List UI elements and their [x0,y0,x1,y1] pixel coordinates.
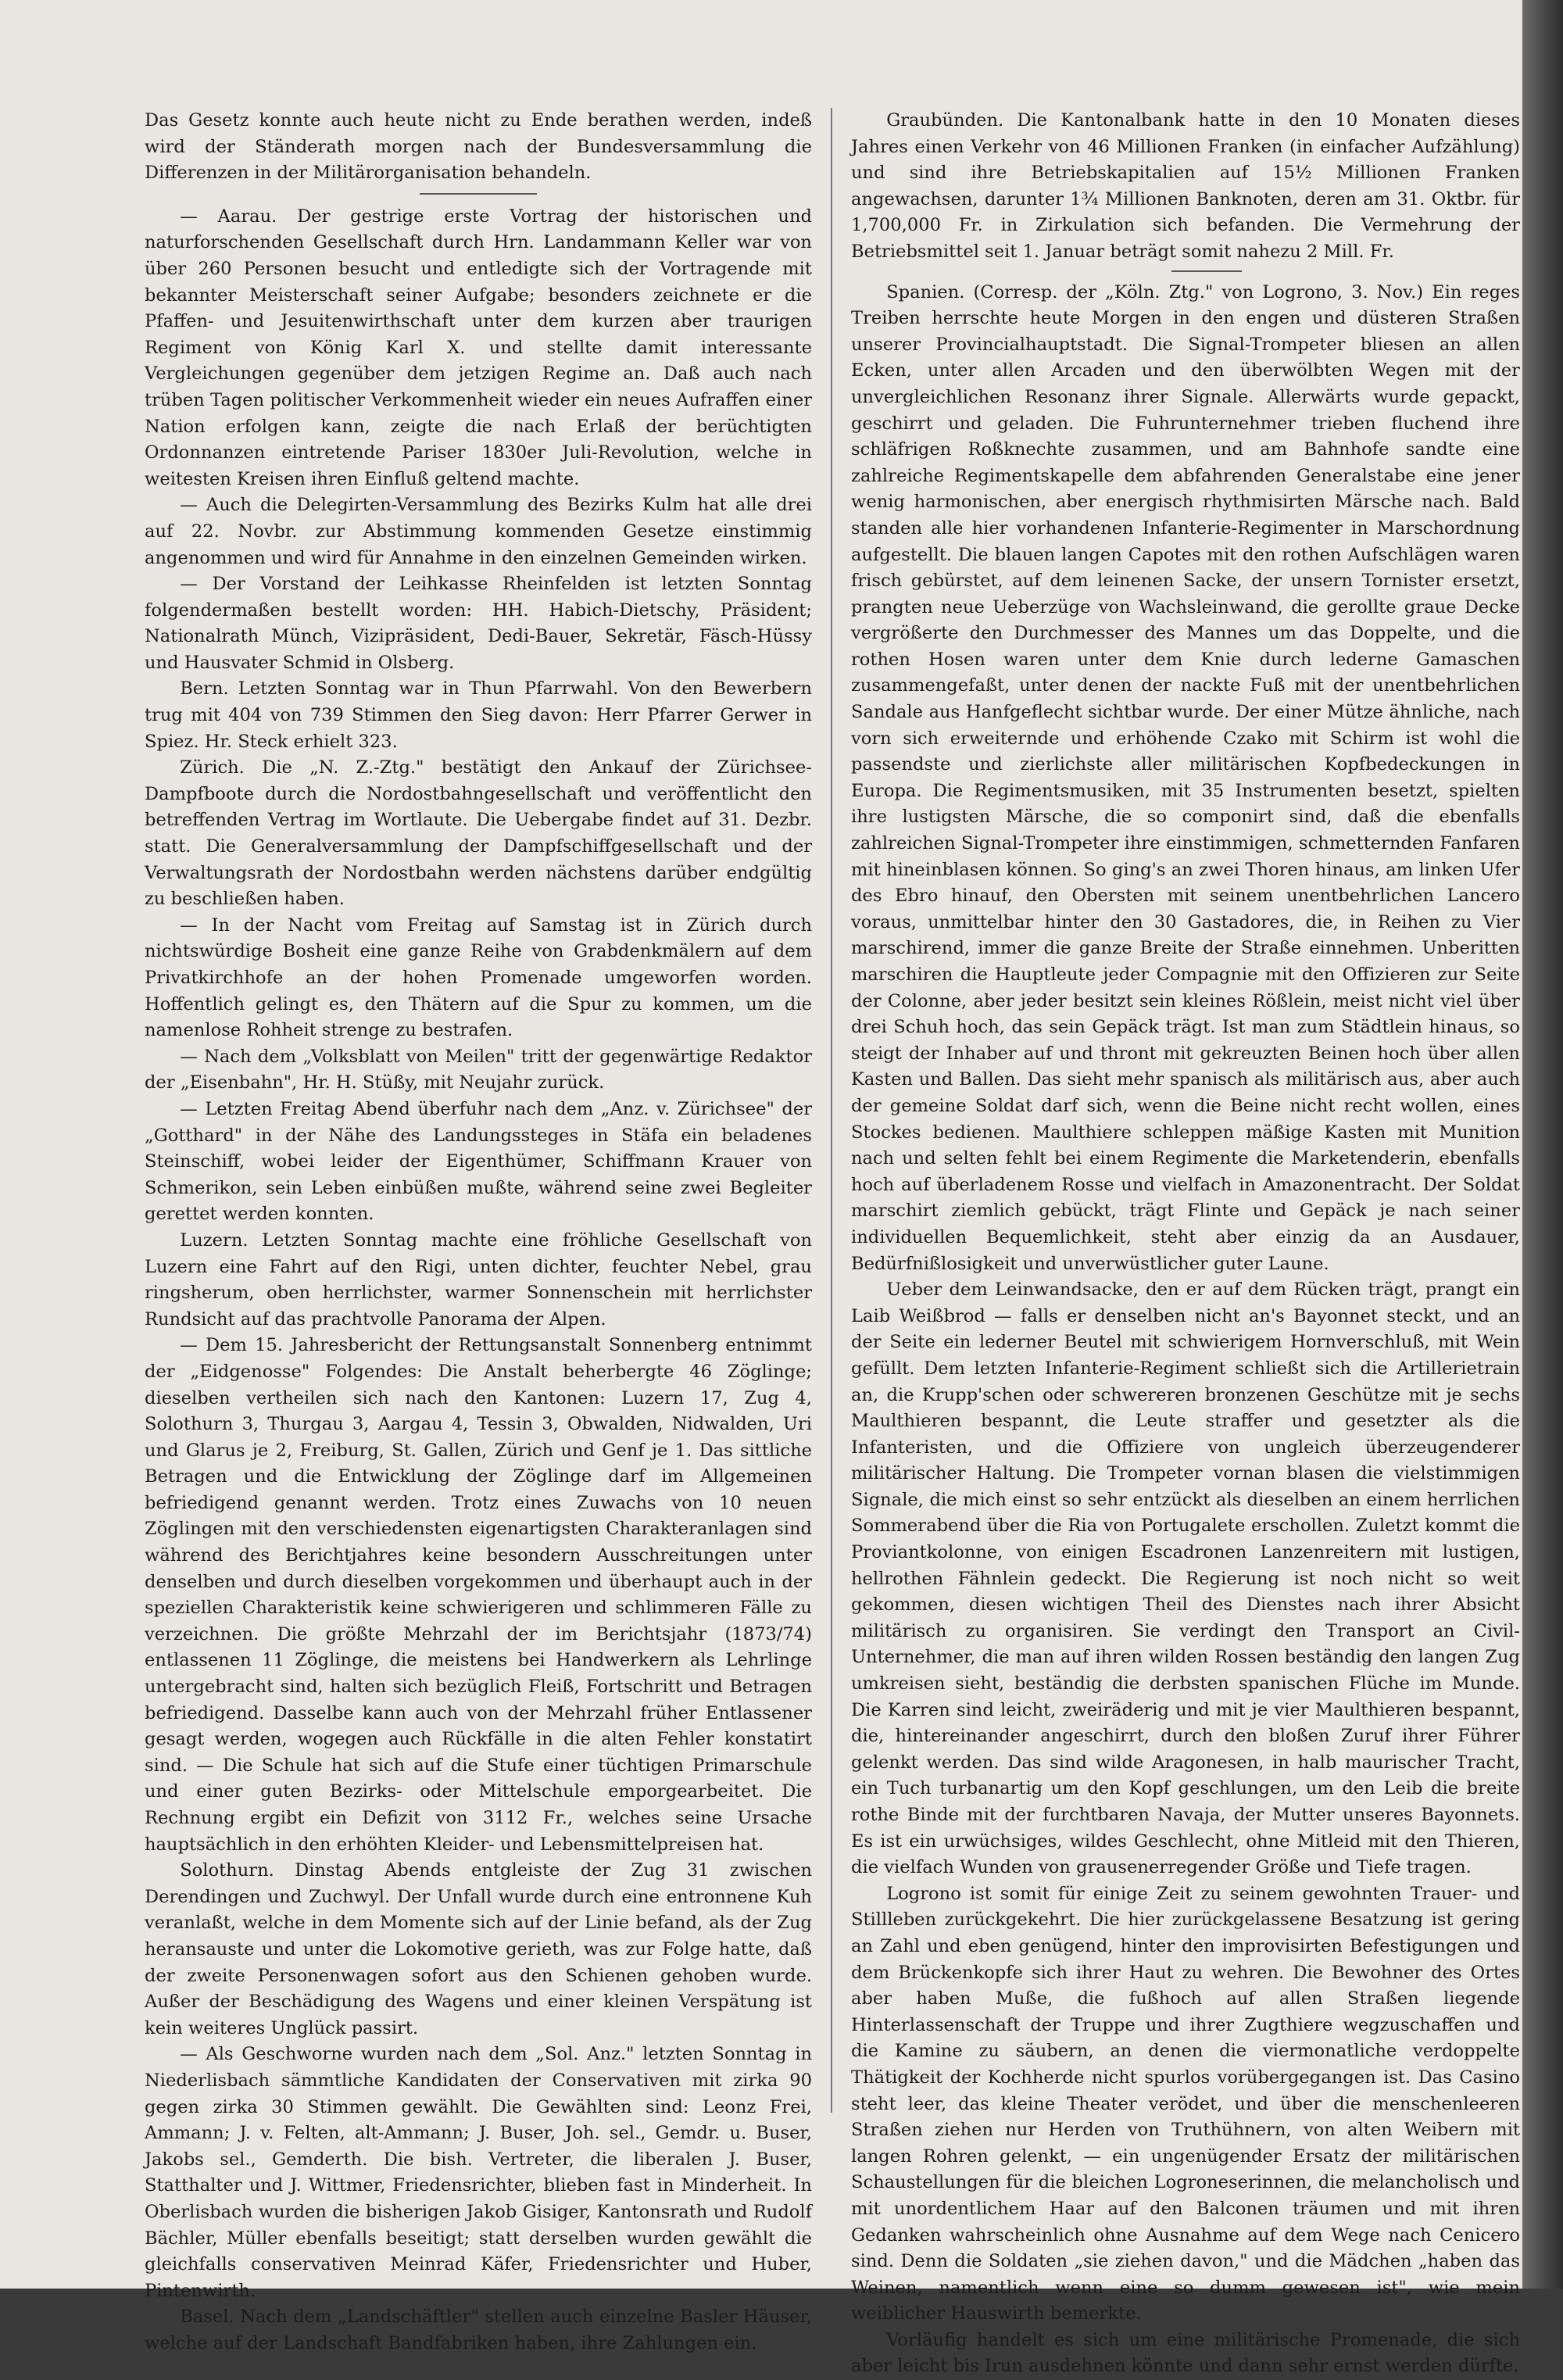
paragraph-aarau: — Aarau. Der gestrige erste Vortrag der historischen und naturforschenden Gesellschaft durch Hrn. Landammann Keller war von über 260 Personen besucht und entledigte sich der Vortragende mit bekannter Meisterschaft seiner Aufgabe; besonders zeichnete er die Pfaffen- und Jesuitenwirthschaft unter dem kurzen aber traurigen Regiment von König Karl X. und stellte damit interessante Vergleichungen gegenüber dem jetzigen Regime an. Daß auch nach trüben Tagen politischer Verkommenheit wieder ein neues Aufraffen einer Nation erfolgen kann, zeigte die nach Erlaß der berüchtigten Ordonnanzen eintretende Pariser 1830er Juli-Revolution, welche in weitesten Kreisen ihren Einfluß geltend machte. [145,206,812,489]
right-column [851,108,1520,2377]
left-column [145,108,812,2353]
paragraph-gotthard: — Letzten Freitag Abend überfuhr nach dem „Anz. v. Zürichsee" der „Gotthard" in der Nähe des Landungssteges in Stäfa ein beladenes Steinschiff, wobei leider der Eigenthümer, Schiffmann Krauer von Schmerikon, sein Leben einbüßen mußte, während seine zwei Begleiter gerettet werden konnten. [145,1098,812,1225]
paragraph-meilen: — Nach dem „Volksblatt von Meilen" tritt der gegenwärtige Redaktor der „Eisenbahn", Hr. H. Stüßy, mit Neujahr zurück. [145,1046,812,1093]
paragraph-graubuenden: Graubünden. Die Kantonalbank hatte in den 10 Monaten dieses Jahres einen Verkehr von 46 Millionen Franken (in einfacher Aufzählung) und sind ihre Betriebskapitalien auf 15½ Millionen Franken angewachsen, darunter 1¾ Millionen Banknoten, deren am 31. Oktbr. für 1,700,000 Fr. in Zirkulation sich befanden. Die Vermehrung der Betriebsmittel seit 1. Januar beträgt somit nahezu 2 Mill. Fr. [851,110,1520,262]
column-divider [831,108,832,2113]
paragraph-luzern: Luzern. Letzten Sonntag machte eine fröhliche Gesellschaft von Luzern eine Fahrt auf den Rigi, unten dichter, feuchter Nebel, grau ringsherum, oben herrlichster, warmer Sonnenschein mit herrlichster Rundsicht auf das prachtvolle Panorama der Alpen. [145,1229,812,1330]
paragraph-kulm: — Auch die Delegirten-Versammlung des Bezirks Kulm hat alle drei auf 22. Novbr. zur Abstimmung kommenden Gesetze einstimmig angenommen und wird für Annahme in den einzelnen Gemeinden wirken. [145,495,812,568]
paragraph-zuerich: Zürich. Die „N. Z.-Ztg." bestätigt den Ankauf der Zürichsee-Dampfboote durch die Nordostbahngesellschaft und veröffentlicht den betreffenden Vertrag im Wortlaute. Die Uebergabe findet auf 31. Dezbr. statt. Die Generalversammlung der Dampfschiffgesellschaft und der Verwaltungsrath der Nordostbahn werden nächstens darüber endgültig zu beschließen haben. [145,757,812,910]
paragraph-solothurn: Solothurn. Dinstag Abends entgleiste der Zug 31 zwischen Derendingen und Zuchwyl. Der Unfall wurde durch eine entronnene Kuh veranlaßt, welche in dem Momente sich auf der Linie befand, als der Zug heransauste und unter die Lokomotive gerieth, was zur Folge hatte, daß der zweite Personenwagen sofort aus den Schienen gehoben wurde. Außer der Beschädigung des Wagens und einer kleinen Verspätung ist kein weiteres Unglück passirt. [145,1860,812,2038]
section-divider [1171,270,1242,272]
paragraph-spanien-3: Logrono ist somit für einige Zeit zu seinem gewohnten Trauer- und Stillleben zurückgekehrt. Die hier zurückgelassene Besatzung ist gering an Zahl und eben genügend, hinter den improvisirten Befestigungen und dem Brückenkopfe sich ihrer Haut zu wehren. Die Bewohner des Ortes aber haben Muße, die fußhoch auf allen Straßen liegende Hinterlassenschaft der Truppe und ihrer Zugthiere wegzuschaffen und die Kamine zu säubern, an denen die viermonatliche verdoppelte Thätigkeit der Kochherde nicht spurlos vorübergegangen ist. Das Casino steht leer, das kleine Theater verödet, und über die menschenleeren Straßen ziehen nur Herden von Truthühnern, von alten Weibern mit langen Rohren gelenkt, — ein ungenügender Ersatz der militärischen Schaustellungen für die bleichen Logroneserinnen, die melancholisch und mit unordentlichem Haar auf den Balconen träumen und mit ihren Gedanken wahrscheinlich ohne Ausnahme auf dem Wege nach Cenicero sind. Denn die Soldaten „sie ziehen davon," und die Mädchen „haben das Weinen, namentlich wenn eine so dumm gewesen ist", wie mein weiblicher Hauswirth bemerkte. [851,1883,1520,2325]
paragraph-spanien-2: Ueber dem Leinwandsacke, den er auf dem Rücken trägt, prangt ein Laib Weißbrod — falls er denselben nicht an's Bayonnet steckt, und an der Seite ein lederner Beutel mit schwierigem Hornverschluß, mit Wein gefüllt. Dem letzten Infanterie-Regiment schließt sich die Artillerietrain an, die Krupp'schen oder schwereren bronzenen Geschütze mit je sechs Maulthieren bespannt, die Leute straffer und gesetzter als die Infanteristen, und die Offiziere von ungleich überzeugenderer militärischer Haltung. Die Trompeter vornan blasen die vielstimmigen Signale, die mich einst so sehr entzückt als dieselben an einem herrlichen Sommerabend über die Ria von Portugalete erschollen. Zuletzt kommt die Proviantkolonne, von einigen Escadronen Lanzenreitern mit lustigen, hellrothen Fähnlein gedeckt. Die Regierung ist noch nicht so weit gekommen, diesen wichtigen Theil des Dienstes nach ihrer Absicht militärisch zu organisiren. Sie verdingt den Transport an Civil-Unternehmer, die man auf ihren wilden Rossen beständig den langen Zug umkreisen sieht, beständig die derbsten spanischen Flüche im Munde. Die Karren sind leicht, zweiräderig und mit je vier Maulthieren bespannt, die, hintereinander angeschirrt, durch den bloßen Zuruf ihrer Führer gelenkt werden. Das sind wilde Aragonesen, in halb maurischer Tracht, ein Tuch turbanartig um den Kopf geschlungen, um den Leib die breite rothe Binde mit der furchtbaren Navaja, der Mutter unseres Bayonnets. Es ist ein urwüchsiges, wildes Geschlecht, ohne Mitleid mit den Thieren, die vielfach Wunden von grausenerregender Größe und Tiefe tragen. [851,1279,1520,1878]
paragraph-geschworne: — Als Geschworne wurden nach dem „Sol. Anz." letzten Sonntag in Niederlisbach sämmtliche Kandidaten der Conservativen mit zirka 90 gegen zirka 30 Stimmen gewählt. Die Gewählten sind: Leonz Frei, Ammann; J. v. Felten, alt-Ammann; J. Buser, Joh. sel., Gemdr. u. Buser, Jakobs sel., Gemderth. Die bish. Vertreter, die liberalen J. Buser, Statthalter und J. Wittmer, Friedensrichter, blieben fast in Minderheit. In Oberlisbach wurden die bisherigen Jakob Gisiger, Kantonsrath und Rudolf Bächler, Müller ebenfalls beseitigt; statt derselben wurden gewählt die gleichfalls conservativen Meinrad Käfer, Friedensrichter und Huber, Pintenwirth. [145,2044,812,2301]
paragraph-basel: Basel. Nach dem „Landschäftler" stellen auch einzelne Basler Häuser, welche auf der Landschaft Bandfabriken haben, ihre Zahlungen ein. [145,2307,812,2353]
paragraph-zuerich-nacht: — In der Nacht vom Freitag auf Samstag ist in Zürich durch nichtswürdige Bosheit eine ganze Reihe von Grabdenkmälern auf dem Privatkirchhofe an der hohen Promenade umgeworfen worden. Hoffentlich gelingt es, den Thätern auf die Spur zu kommen, um die namenlose Rohheit strenge zu bestrafen. [145,914,812,1041]
paragraph-bern: Bern. Letzten Sonntag war in Thun Pfarrwahl. Von den Bewerbern trug mit 404 von 739 Stimmen den Sieg davon: Herr Pfarrer Gerwer in Spiez. Hr. Steck erhielt 323. [145,678,812,752]
paragraph-spanien-1: Spanien. (Corresp. der „Köln. Ztg." von Logrono, 3. Nov.) Ein reges Treiben herrschte heute Morgen in den engen und düsteren Straßen unserer Provincialhauptstadt. Die Signal-Trompeter bliesen an allen Ecken, unter allen Arcaden und den überwölbten Wegen mit der unvergleichlichen Resonanz ihrer Signale. Allerwärts wurde gepackt, geschirrt und geladen. Die Fuhrunternehmer trieben fluchend ihre schläfrigen Roßknechte zusammen, und am Bahnhofe sandte eine zahlreiche Regimentskapelle dem abfahrenden Generalstabe eine jener wenig harmonischen, aber energisch rhythmisirten Märsche nach. Bald standen alle hier vorhandenen Infanterie-Regimenter in Marschordnung aufgestellt. Die blauen langen Capotes mit den rothen Aufschlägen waren frisch gebürstet, auf dem leinenen Sacke, der unsern Tornister ersetzt, prangten neue Ueberzüge von Wachsleinwand, die gerollte graue Decke vergrößerte den Durchmesser des Mannes um das Doppelte, und die rothen Hosen waren unter dem Knie durch lederne Gamaschen zusammengefaßt, unter denen der nackte Fuß mit der unentbehrlichen Sandale aus Hanfgeflecht sichtbar wurde. Der einer Mütze ähnliche, nach vorn sich erweiternde und erhöhende Czako mit Schirm ist wohl die passendste und zierlichste aller militärischen Kopfbedeckungen in Europa. Die Regimentsmusiken, mit 35 Instrumenten besetzt, spielten ihre lustigsten Märsche, die so componirt sind, daß die ebenfalls zahlreichen Signal-Trompeter ihre einstimmigen, schmetternden Fanfaren mit hineinblasen können. So ging's an zwei Thoren hinaus, am linken Ufer des Ebro hinauf, den Obersten mit seinem unentbehrlichen Lancero voraus, unmittelbar hinter den 30 Gastadores, die, in Reihen zu Vier marschirend, immer die ganze Breite der Straße einnehmen. Unberitten marschiren die Hauptleute jeder Compagnie mit den Offizieren zur Seite der Colonne, aber jeder besitzt sein kleines Rößlein, meist nicht viel über drei Schuh hoch, das sein Gepäck trägt. Ist man zum Städtlein hinaus, so steigt der Inhaber auf und thront mit gekreuzten Beinen hoch über allen Kasten und Ballen. Das sieht mehr spanisch als militärisch aus, aber auch der gemeine Soldat darf sich, wenn die Beine nicht recht wollen, eines Stockes bedienen. Maulthiere schleppen mäßige Kasten mit Munition nach und selten fehlt bei einem Regimente die Marketenderin, ebenfalls hoch auf überladenem Rosse und vielfach in Amazonentracht. Der Soldat marschirt ziemlich gebückt, trägt Flinte und Gepäck je nach seiner individuellen Bequemlichkeit, steht aber einzig da an Ausdauer, Bedürfnißlosigkeit und unverwüstlicher guter Laune. [851,281,1520,1274]
paragraph-intro: Das Gesetz konnte auch heute nicht zu Ende berathen werden, indeß wird der Ständerath morgen nach der Bundesversammlung die Differenzen in der Militärorganisation behandeln. [145,110,812,184]
paragraph-spanien-4: Vorläufig handelt es sich um eine militärische Promenade, die sich aber leicht bis Irun ausdehnen könnte und dann sehr ernst werden dürfte. [851,2329,1520,2377]
paragraph-rheinfelden: — Der Vorstand der Leihkasse Rheinfelden ist letzten Sonntag folgendermaßen bestellt worden: HH. Habich-Dietschy, Präsident; Nationalrath Münch, Vizipräsident, Dedi-Bauer, Sekretär, Fäsch-Hüssy und Hausvater Schmid in Olsberg. [145,574,812,673]
section-divider [420,193,537,195]
scan-edge [1522,0,1563,2289]
paragraph-sonnenberg: — Dem 15. Jahresbericht der Rettungsanstalt Sonnenberg entnimmt der „Eidgenosse" Folgendes: Die Anstalt beherbergte 46 Zöglinge; dieselben vertheilen sich nach den Kantonen: Luzern 17, Zug 4, Solothurn 3, Thurgau 3, Aargau 4, Tessin 3, Obwalden, Nidwalden, Uri und Glarus je 2, Freiburg, St. Gallen, Zürich und Genf je 1. Das sittliche Betragen und die Entwicklung der Zöglinge darf im Allgemeinen befriedigend genannt werden. Trotz eines Zuwachs von 10 neuen Zöglingen mit den verschiedensten eigenartigsten Charakteranlagen sind während des Berichtjahres keine besondern Ausschreitungen unter denselben und durch dieselben vorgekommen und überhaupt auch in der speziellen Charakteristik keine schwierigeren und schlimmeren Fälle zu verzeichnen. Die größte Mehrzahl der im Berichtsjahr (1873/74) entlassenen 11 Zöglinge, die meistens bei Handwerkern als Lehrlinge untergebracht sind, halten sich bezüglich Fleiß, Fortschritt und Betragen befriedigend. Dasselbe kann auch von der Mehrzahl früher Entlassener gesagt werden, wogegen auch Rückfälle in die alten Fehler konstatirt sind. — Die Schule hat sich auf die Stufe einer tüchtigen Primarschule und einer guten Bezirks- oder Mittelschule emporgearbeitet. Die Rechnung ergibt ein Defizit von 3112 Fr., welches seine Ursache hauptsächlich in den erhöhten Kleider- und Lebensmittelpreisen hat. [145,1335,812,1855]
